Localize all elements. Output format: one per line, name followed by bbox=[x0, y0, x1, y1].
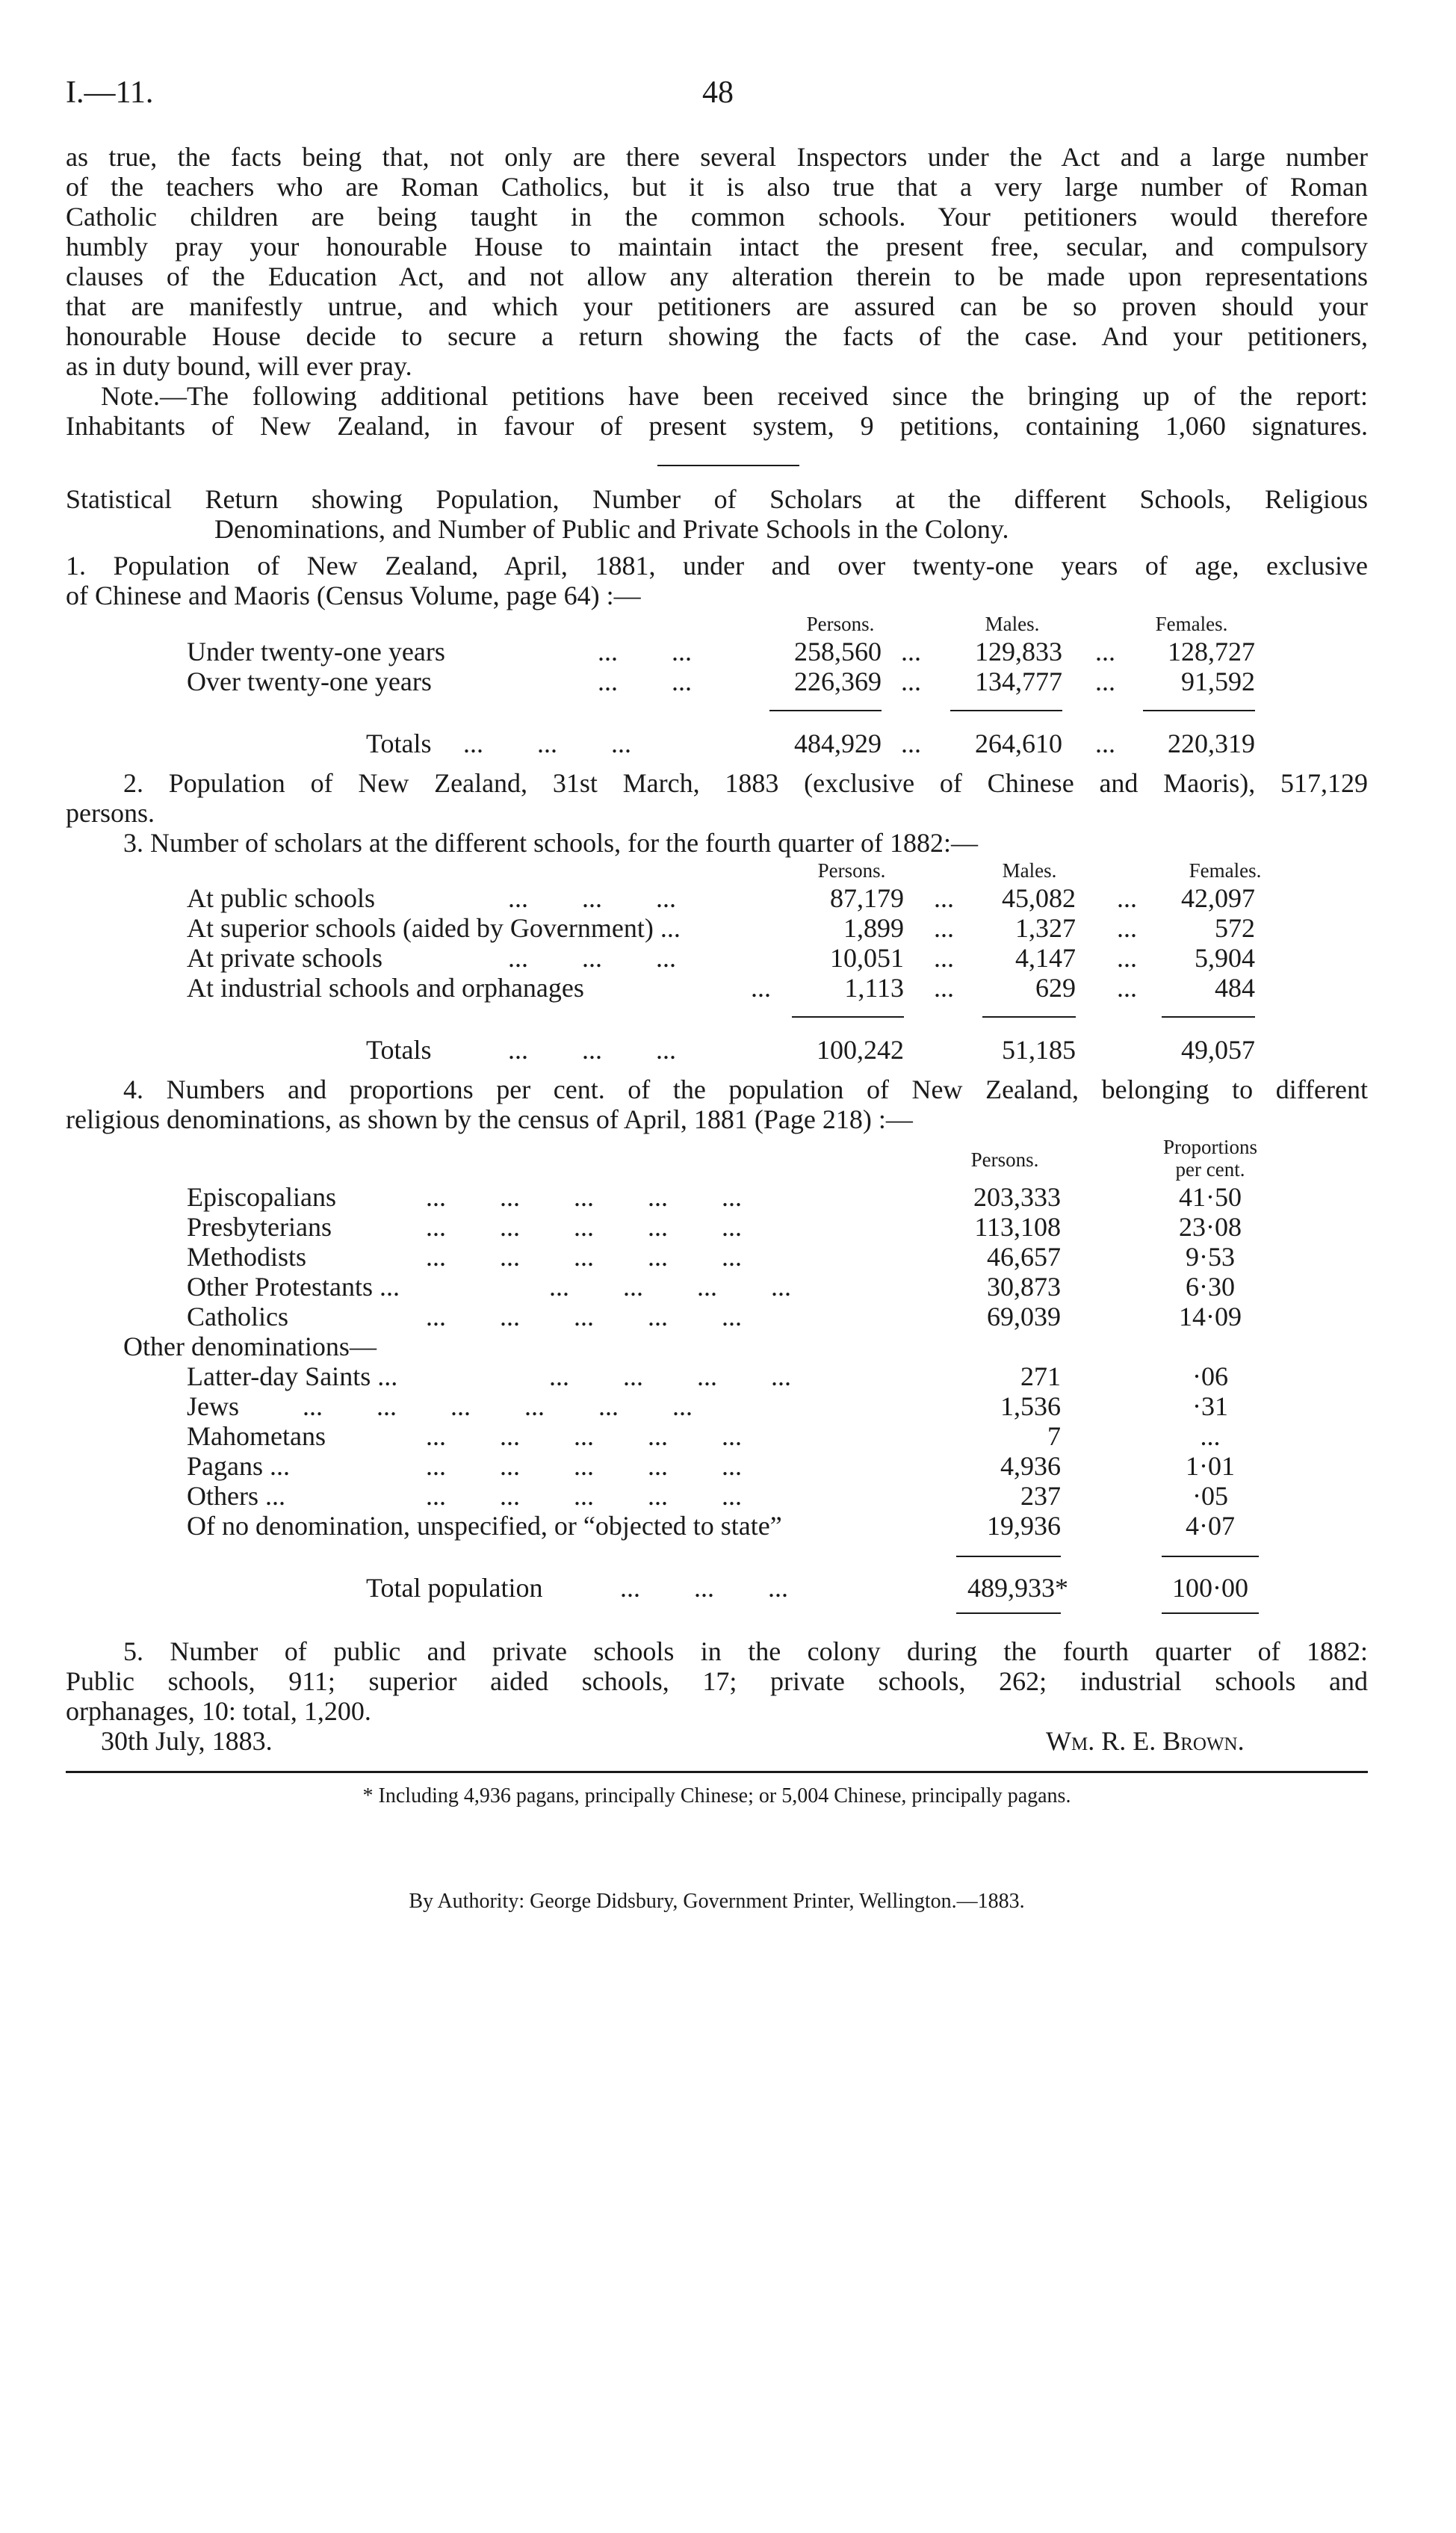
leader-dots: ... bbox=[934, 883, 954, 913]
text-line: humbly pray your honourable House to maintain intact the present free, secular, and compulsory bbox=[66, 232, 1368, 262]
total-rule bbox=[769, 710, 882, 711]
persons-value: 30,873 bbox=[987, 1272, 1061, 1302]
page-reference: I.—11. bbox=[66, 75, 154, 110]
persons-value: 271 bbox=[1020, 1361, 1061, 1391]
leader-dots: ... ... ... bbox=[508, 1035, 676, 1065]
proportion-value: ·06 bbox=[1192, 1361, 1228, 1391]
text-line: that are manifestly untrue, and which your petitioners are assured can be so proven should your bbox=[66, 291, 1368, 321]
text-line: of the teachers who are Roman Catholics, but it is also true that a very large number of Roman bbox=[66, 172, 1368, 202]
males-value: 45,082 bbox=[1002, 883, 1076, 913]
leader-dots: ... bbox=[934, 913, 954, 943]
totals-label: Total population bbox=[366, 1573, 543, 1603]
section-line: 5. Number of public and private schools in the colony during the fourth quarter of 1882: bbox=[123, 1636, 1368, 1666]
column-header-persons: Persons. bbox=[806, 613, 875, 635]
leader-dots: ... ... ... ... bbox=[549, 1272, 791, 1302]
column-header-per-cent: per cent. bbox=[1175, 1158, 1245, 1181]
total-females: 220,319 bbox=[1168, 729, 1255, 758]
proportion-value: 6·30 bbox=[1186, 1272, 1235, 1302]
note-line: Inhabitants of New Zealand, in favour of present system, 9 petitions, containing 1,060 signatures. bbox=[66, 411, 1368, 441]
persons-value: 4,936 bbox=[1000, 1451, 1061, 1481]
footnote-rule bbox=[66, 1771, 1368, 1773]
leader-dots: ... ... ... bbox=[508, 943, 676, 973]
leader-dots: ... ... bbox=[598, 667, 692, 696]
persons-value: 226,369 bbox=[794, 667, 882, 696]
persons-value: 237 bbox=[1020, 1481, 1061, 1511]
row-label: Others ... bbox=[187, 1481, 285, 1511]
column-header-males: Males. bbox=[985, 613, 1040, 635]
text-line: as in duty bound, will ever pray. bbox=[66, 351, 412, 381]
total-rule bbox=[982, 1016, 1076, 1018]
return-title: Statistical Return showing Population, Number of Scholars at the different Schools, Religious bbox=[66, 484, 1368, 514]
persons-value: 87,179 bbox=[830, 883, 904, 913]
leader-dots: ... bbox=[1095, 637, 1115, 667]
leader-dots: ... bbox=[1117, 973, 1137, 1003]
proportion-value: 23·08 bbox=[1179, 1212, 1242, 1242]
column-header-females: Females. bbox=[1155, 613, 1228, 635]
text-line: honourable House decide to secure a return showing the facts of the case. And your petitioners, bbox=[66, 321, 1368, 351]
section-intro: 3. Number of scholars at the different schools, for the fourth quarter of 1882:— bbox=[123, 828, 979, 858]
females-value: 572 bbox=[1215, 913, 1255, 943]
persons-value: 7 bbox=[1047, 1421, 1061, 1451]
leader-dots: ... ... ... ... ... bbox=[426, 1302, 742, 1332]
date: 30th July, 1883. bbox=[101, 1726, 273, 1756]
row-label: Catholics bbox=[187, 1302, 288, 1332]
text-line: Catholic children are being taught in the common schools. Your petitioners would therefore bbox=[66, 202, 1368, 232]
leader-dots: ... bbox=[1095, 667, 1115, 696]
leader-dots: ... bbox=[934, 943, 954, 973]
total-rule bbox=[1162, 1612, 1259, 1614]
footnote: * Including 4,936 pagans, principally Chinese; or 5,004 Chinese, principally pagans. bbox=[362, 1784, 1071, 1807]
column-header-females: Females. bbox=[1189, 859, 1262, 882]
total-rule bbox=[956, 1556, 1061, 1557]
row-label: Under twenty-one years bbox=[187, 637, 445, 667]
total-rule bbox=[1162, 1016, 1255, 1018]
proportion-value: 1·01 bbox=[1186, 1451, 1235, 1481]
leader-dots: ... ... ... ... ... bbox=[426, 1182, 742, 1212]
section-line: Public schools, 911; superior aided schools, 17; private schools, 262; industrial schools and bbox=[66, 1666, 1368, 1696]
row-label: Pagans ... bbox=[187, 1451, 290, 1481]
leader-dots: ... ... ... ... ... bbox=[426, 1481, 742, 1511]
males-value: 129,833 bbox=[975, 637, 1062, 667]
males-value: 1,327 bbox=[1015, 913, 1076, 943]
section-divider bbox=[657, 465, 799, 466]
females-value: 484 bbox=[1215, 973, 1255, 1003]
persons-value: 1,899 bbox=[843, 913, 904, 943]
persons-value: 203,333 bbox=[973, 1182, 1061, 1212]
leader-dots: ... bbox=[901, 729, 921, 758]
printer-imprint: By Authority: George Didsbury, Government Printer, Wellington.—1883. bbox=[409, 1890, 1025, 1913]
proportion-value: ... bbox=[1200, 1421, 1221, 1451]
males-value: 4,147 bbox=[1015, 943, 1076, 973]
row-label: Other Protestants ... bbox=[187, 1272, 400, 1302]
total-males: 264,610 bbox=[975, 729, 1062, 758]
proportion-value: 14·09 bbox=[1179, 1302, 1242, 1332]
section-intro: 4. Numbers and proportions per cent. of the population of New Zealand, belonging to different bbox=[123, 1074, 1368, 1104]
totals-label: Totals bbox=[366, 729, 432, 758]
total-rule bbox=[1143, 710, 1255, 711]
proportion-value: 41·50 bbox=[1179, 1182, 1242, 1212]
leader-dots: ... ... ... ... ... ... bbox=[303, 1391, 693, 1421]
leader-dots: ... ... ... ... ... bbox=[426, 1212, 742, 1242]
row-label: Latter-day Saints ... bbox=[187, 1361, 398, 1391]
return-title-cont: Denominations, and Number of Public and Private Schools in the Colony. bbox=[214, 514, 1009, 544]
column-header-persons: Persons. bbox=[817, 859, 886, 882]
text-line: as true, the facts being that, not only are there several Inspectors under the Act and a large number bbox=[66, 142, 1368, 172]
row-label: Jews bbox=[187, 1391, 239, 1421]
leader-dots: ... bbox=[901, 637, 921, 667]
row-label: At public schools bbox=[187, 883, 375, 913]
section-intro-cont: of Chinese and Maoris (Census Volume, page 64) :— bbox=[66, 581, 641, 610]
row-label: Of no denomination, unspecified, or “objected to state” bbox=[187, 1511, 782, 1541]
row-label: Over twenty-one years bbox=[187, 667, 432, 696]
total-persons: 100,242 bbox=[817, 1035, 904, 1065]
page-number: 48 bbox=[702, 75, 734, 110]
leader-dots: ... ... ... ... bbox=[549, 1361, 791, 1391]
row-label: Episcopalians bbox=[187, 1182, 336, 1212]
females-value: 5,904 bbox=[1195, 943, 1255, 973]
section-line: orphanages, 10: total, 1,200. bbox=[66, 1696, 371, 1726]
row-label: Mahometans bbox=[187, 1421, 326, 1451]
persons-value: 1,536 bbox=[1000, 1391, 1061, 1421]
females-value: 42,097 bbox=[1181, 883, 1255, 913]
persons-value: 10,051 bbox=[830, 943, 904, 973]
total-rule bbox=[1162, 1556, 1259, 1557]
leader-dots: ... bbox=[934, 973, 954, 1003]
section-intro-cont: religious denominations, as shown by the census of April, 1881 (Page 218) :— bbox=[66, 1104, 913, 1134]
signature: Wm. R. E. Brown. bbox=[1046, 1726, 1245, 1756]
section-intro: 1. Population of New Zealand, April, 1881, under and over twenty-one years of age, exclusive bbox=[66, 551, 1368, 581]
persons-value: 19,936 bbox=[987, 1511, 1061, 1541]
total-rule bbox=[950, 710, 1062, 711]
total-persons: 489,933* bbox=[967, 1573, 1068, 1603]
proportion-value: 4·07 bbox=[1186, 1511, 1235, 1541]
leader-dots: ... bbox=[1095, 729, 1115, 758]
column-header-persons: Persons. bbox=[970, 1148, 1039, 1171]
leader-dots: ... bbox=[1117, 943, 1137, 973]
leader-dots: ... ... ... ... ... bbox=[426, 1421, 742, 1451]
males-value: 134,777 bbox=[975, 667, 1062, 696]
total-rule bbox=[956, 1612, 1061, 1614]
column-header-proportions: Proportions bbox=[1162, 1136, 1257, 1158]
total-males: 51,185 bbox=[1002, 1035, 1076, 1065]
proportion-value: ·05 bbox=[1192, 1481, 1228, 1511]
leader-dots: ... ... bbox=[598, 637, 692, 667]
persons-value: 113,108 bbox=[974, 1212, 1061, 1242]
row-label: At industrial schools and orphanages bbox=[187, 973, 584, 1003]
leader-dots: ... bbox=[901, 667, 921, 696]
females-value: 128,727 bbox=[1168, 637, 1255, 667]
leader-dots: ... ... ... bbox=[508, 883, 676, 913]
leader-dots: ... bbox=[1117, 883, 1137, 913]
leader-dots: ... bbox=[1117, 913, 1137, 943]
females-value: 91,592 bbox=[1181, 667, 1255, 696]
text-line: clauses of the Education Act, and not allow any alteration therein to be made upon representations bbox=[66, 262, 1368, 291]
proportion-value: ·31 bbox=[1192, 1391, 1228, 1421]
leader-dots: ... ... ... bbox=[463, 729, 631, 758]
column-header-males: Males. bbox=[1002, 859, 1057, 882]
leader-dots: ... ... ... bbox=[620, 1573, 788, 1603]
total-proportion: 100·00 bbox=[1172, 1573, 1248, 1603]
persons-value: 69,039 bbox=[987, 1302, 1061, 1332]
section-line: persons. bbox=[66, 798, 155, 828]
total-rule bbox=[792, 1016, 904, 1018]
row-label: At superior schools (aided by Government) ... bbox=[187, 913, 681, 943]
persons-value: 46,657 bbox=[987, 1242, 1061, 1272]
total-persons: 484,929 bbox=[794, 729, 882, 758]
males-value: 629 bbox=[1035, 973, 1076, 1003]
row-label: Presbyterians bbox=[187, 1212, 332, 1242]
row-label: At private schools bbox=[187, 943, 382, 973]
row-label: Methodists bbox=[187, 1242, 307, 1272]
leader-dots: ... ... ... ... ... bbox=[426, 1242, 742, 1272]
proportion-value: 9·53 bbox=[1186, 1242, 1235, 1272]
section-line: 2. Population of New Zealand, 31st March, 1883 (exclusive of Chinese and Maoris), 517,129 bbox=[123, 768, 1368, 798]
persons-value: 1,113 bbox=[844, 973, 904, 1003]
totals-label: Totals bbox=[366, 1035, 432, 1065]
subheading-other-denominations: Other denominations— bbox=[123, 1332, 377, 1361]
note-line: Note.—The following additional petitions have been received since the bringing up of the report: bbox=[101, 381, 1368, 411]
leader-dots: ... ... ... ... ... bbox=[426, 1451, 742, 1481]
total-females: 49,057 bbox=[1181, 1035, 1255, 1065]
leader-dots: ... bbox=[751, 973, 771, 1003]
persons-value: 258,560 bbox=[794, 637, 882, 667]
